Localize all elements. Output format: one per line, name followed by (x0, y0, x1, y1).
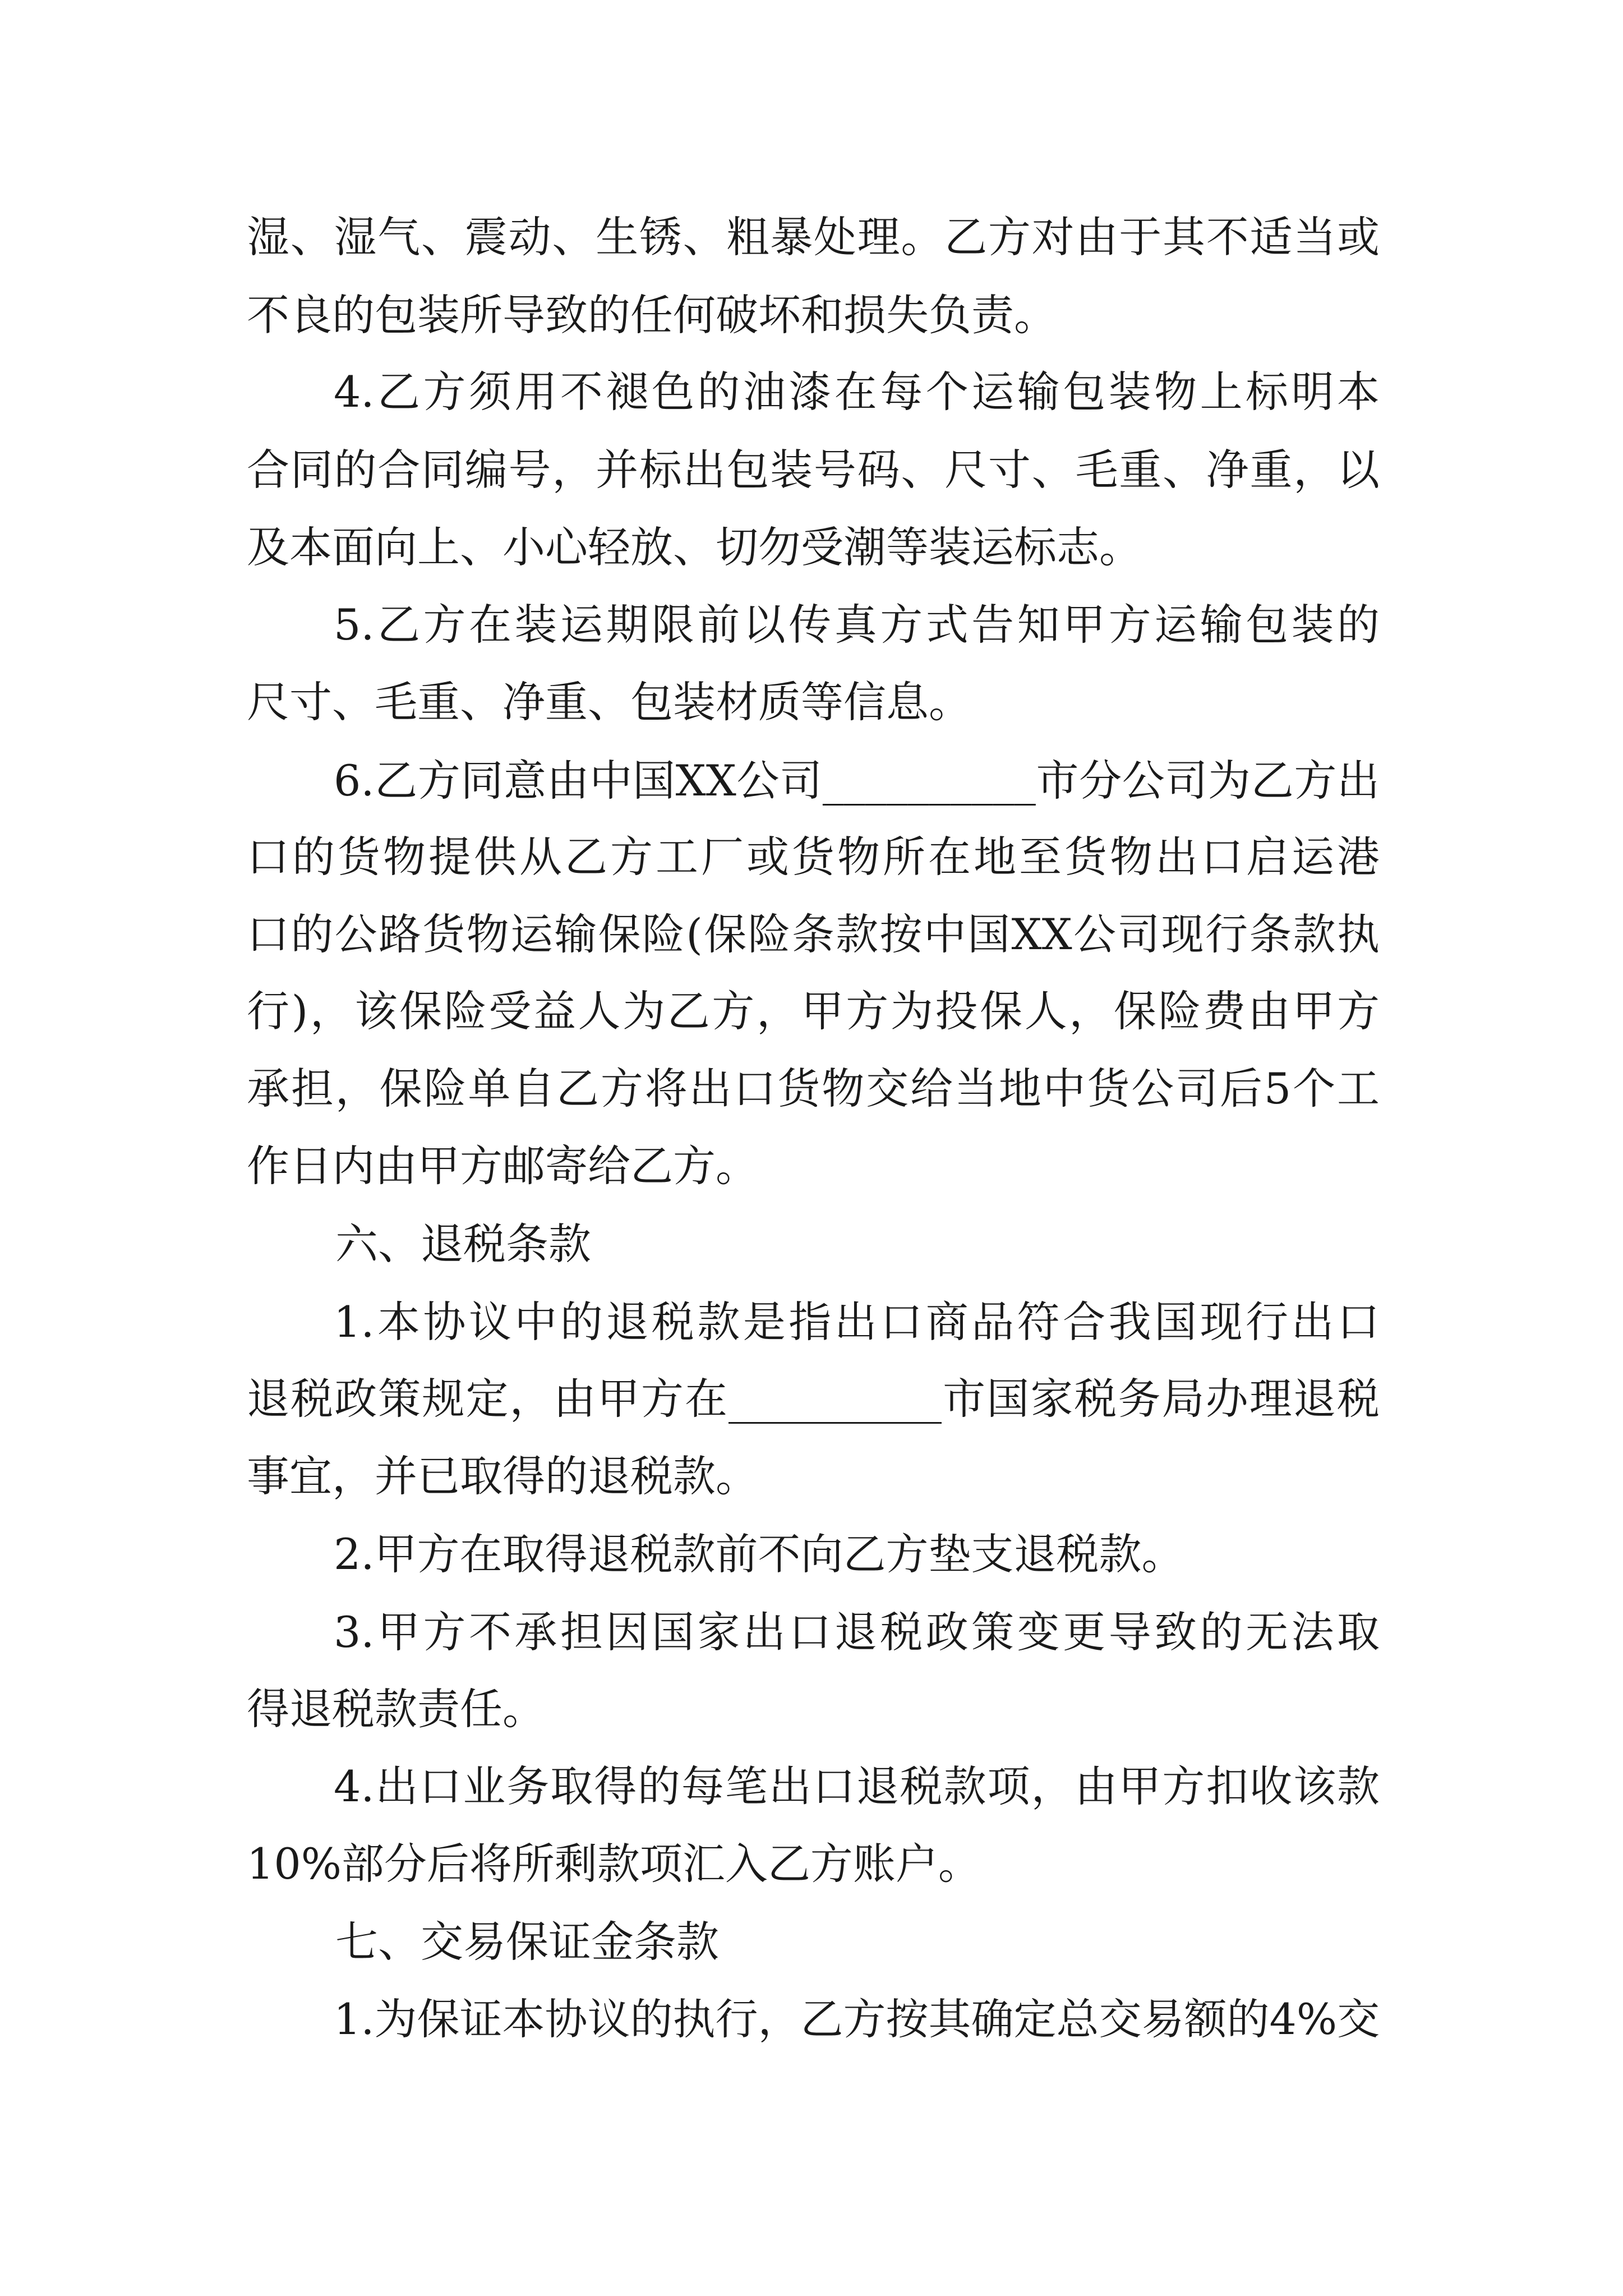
text-line: 不良的包装所导致的任何破坏和损失负责。 (247, 290, 1057, 340)
text-line: 承担，保险单自乙方将出口货物交给当地中货公司后5个工 (247, 1064, 1380, 1114)
text-line: 口的货物提供从乙方工厂或货物所在地至货物出口启运港 (247, 832, 1380, 882)
paragraph-start-line: 1.为保证本协议的执行，乙方按其确定总交易额的4%交 (334, 1994, 1380, 2044)
text-line: 事宜，并已取得的退税款。 (247, 1451, 758, 1501)
text-line: 及本面向上、小心轻放、切勿受潮等装运标志。 (247, 522, 1142, 572)
text-line: 退税政策规定，由甲方在__________市国家税务局办理退税 (247, 1374, 1380, 1424)
text-line: 行)，该保险受益人为乙方，甲方为投保人，保险费由甲方 (247, 986, 1380, 1036)
paragraph-start-line: 2.甲方在取得退税款前不向乙方垫支退税款。 (334, 1529, 1184, 1579)
section-heading: 七、交易保证金条款 (335, 1917, 719, 1967)
paragraph-start-line: 1.本协议中的退税款是指出口商品符合我国现行出口 (334, 1297, 1380, 1347)
text-line: 合同的合同编号，并标出包装号码、尺寸、毛重、净重，以 (247, 445, 1380, 495)
text-line: 口的公路货物运输保险(保险条款按中国XX公司现行条款执 (247, 909, 1380, 959)
text-line: 得退税款责任。 (247, 1684, 545, 1734)
paragraph-start-line: 6.乙方同意由中国XX公司__________市分公司为乙方出 (334, 756, 1380, 806)
paragraph-start-line: 4.出口业务取得的每笔出口退税款项，由甲方扣收该款 (334, 1761, 1380, 1811)
paragraph-start-line: 3.甲方不承担因国家出口退税政策变更导致的无法取 (334, 1607, 1380, 1657)
text-line: 10%部分后将所剩款项汇入乙方账户。 (247, 1839, 981, 1889)
text-line: 湿、湿气、震动、生锈、粗暴处理。乙方对由于其不适当或 (247, 212, 1380, 262)
section-heading: 六、退税条款 (335, 1219, 591, 1269)
paragraph-start-line: 4.乙方须用不褪色的油漆在每个运输包装物上标明本 (334, 367, 1380, 417)
paragraph-start-line: 5.乙方在装运期限前以传真方式告知甲方运输包装的 (334, 600, 1380, 650)
text-line: 作日内由甲方邮寄给乙方。 (247, 1141, 758, 1191)
text-line: 尺寸、毛重、净重、包装材质等信息。 (247, 677, 971, 727)
